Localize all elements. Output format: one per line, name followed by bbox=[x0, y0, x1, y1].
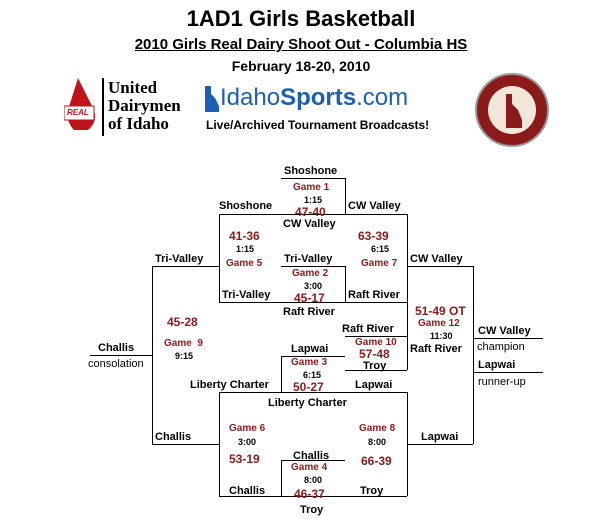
g1-bottom-team: CW Valley bbox=[283, 218, 336, 230]
tournament-subtitle: 2010 Girls Real Dairy Shoot Out - Columbia HS bbox=[134, 36, 468, 53]
g3-time: 6:15 bbox=[303, 370, 322, 380]
g5-time: 1:15 bbox=[236, 244, 255, 254]
g7-time: 6:15 bbox=[371, 244, 390, 254]
ihsaa-seal-icon bbox=[474, 72, 550, 148]
g4-label: Game 4 bbox=[291, 462, 328, 473]
dairy-badge-text: REAL bbox=[67, 108, 89, 117]
g7-label: Game 7 bbox=[361, 258, 398, 269]
g1-time: 1:15 bbox=[304, 195, 323, 205]
page-title: 1AD1 Girls Basketball bbox=[186, 6, 416, 31]
ihsaa-seal bbox=[474, 72, 550, 148]
g8-bottom-team: Troy bbox=[360, 485, 384, 497]
g5-label: Game 5 bbox=[226, 258, 263, 269]
g3-lapwai-right: Lapwai bbox=[355, 379, 393, 391]
g8-label: Game 8 bbox=[359, 423, 396, 434]
dairy-drop-icon bbox=[64, 76, 104, 138]
consolation-label: consolation bbox=[88, 358, 144, 370]
g5-top-team: Shoshone bbox=[219, 200, 273, 212]
g3-label: Game 3 bbox=[291, 357, 328, 368]
g9-top-team: Tri-Valley bbox=[155, 253, 204, 265]
g2-time: 3:00 bbox=[304, 281, 323, 291]
g6-time: 3:00 bbox=[238, 437, 257, 447]
brand-sports: Sports bbox=[280, 84, 357, 111]
g9-time: 9:15 bbox=[175, 351, 194, 361]
g8-winner-team: Lapwai bbox=[421, 431, 459, 443]
g4-bottom-team: Troy bbox=[300, 504, 324, 516]
consolation-team: Challis bbox=[98, 342, 135, 354]
g6-score: 53-19 bbox=[229, 452, 260, 466]
champion-label: champion bbox=[477, 341, 525, 353]
g8-time: 8:00 bbox=[368, 437, 387, 447]
g7-top-team: CW Valley bbox=[348, 200, 401, 212]
g10-top-team: Raft River bbox=[342, 323, 394, 335]
g7-bottom-team: Raft River bbox=[348, 289, 400, 301]
g12-bottom-team: Raft River bbox=[410, 343, 462, 355]
g6-label: Game 6 bbox=[229, 423, 266, 434]
g2-top-team: Tri-Valley bbox=[284, 253, 333, 265]
g1-score: 47-40 bbox=[295, 205, 326, 219]
g6-bottom-team: Challis bbox=[229, 485, 266, 497]
tournament-dates: February 18-20, 2010 bbox=[231, 58, 371, 74]
g4-score: 46-37 bbox=[294, 487, 325, 501]
g10-bottom-team: Troy bbox=[363, 360, 387, 372]
g5-score: 41-36 bbox=[229, 229, 260, 243]
ihsaa-text bbox=[474, 72, 492, 73]
g2-label: Game 2 bbox=[292, 268, 329, 279]
g4-time: 8:00 bbox=[304, 475, 323, 485]
broadcast-tagline: Live/Archived Tournament Broadcasts! bbox=[206, 118, 430, 132]
dairy-line1: United bbox=[108, 78, 158, 97]
g10-score: 57-48 bbox=[359, 347, 390, 361]
runnerup-label: runner-up bbox=[478, 376, 526, 388]
idahosports-logo bbox=[200, 84, 450, 144]
g7-score: 63-39 bbox=[358, 229, 389, 243]
g2-score: 45-17 bbox=[294, 291, 325, 305]
g1-label: Game 1 bbox=[293, 182, 330, 193]
dairy-line3: of Idaho bbox=[108, 114, 169, 133]
brand-com: .com bbox=[356, 84, 409, 111]
brand-idaho: Idaho bbox=[220, 84, 281, 111]
idaho-state-icon bbox=[202, 86, 222, 112]
g8-score: 66-39 bbox=[361, 454, 392, 468]
champion-team: CW Valley bbox=[478, 325, 531, 337]
runnerup-team: Lapwai bbox=[478, 359, 516, 371]
g7-winner-team: CW Valley bbox=[410, 253, 463, 265]
g5-bottom-team: Tri-Valley bbox=[222, 289, 271, 301]
g12-time: 11:30 bbox=[430, 331, 453, 341]
g10-label: Game 10 bbox=[355, 337, 397, 348]
g1-top-team: Shoshone bbox=[284, 165, 338, 177]
g3-top-team: Lapwai bbox=[291, 343, 329, 355]
g4-top-team: Challis bbox=[293, 450, 330, 462]
dairy-line2: Dairymen bbox=[108, 96, 181, 115]
g2-bottom-team: Raft River bbox=[283, 306, 335, 318]
g9-bottom-team: Challis bbox=[155, 431, 192, 443]
g9-label: Game 9 bbox=[164, 338, 203, 349]
united-dairymen-logo bbox=[64, 76, 194, 138]
g3-bottom-team: Liberty Charter bbox=[190, 379, 269, 391]
g9-score: 45-28 bbox=[167, 315, 198, 329]
g8-top-team: Liberty Charter bbox=[268, 397, 347, 409]
g3-score: 50-27 bbox=[293, 380, 324, 394]
g12-label: Game 12 bbox=[418, 318, 460, 329]
g12-score: 51-49 OT bbox=[415, 304, 466, 318]
